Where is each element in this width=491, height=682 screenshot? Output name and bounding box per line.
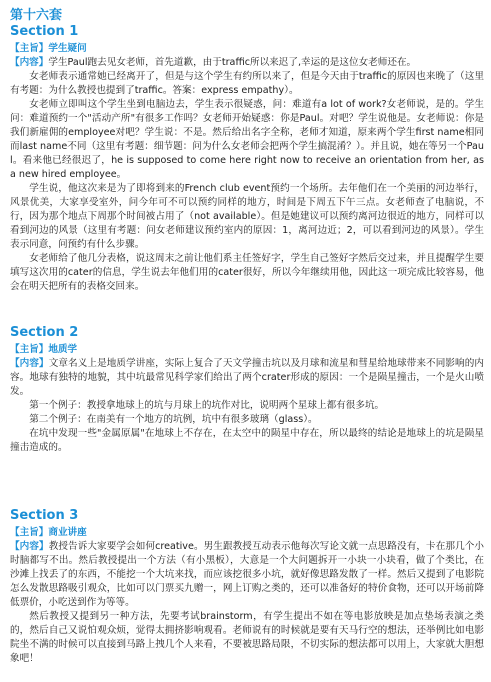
paragraph [10, 56, 484, 70]
theme-tag: 【主旨】 [10, 43, 49, 54]
paragraph: 然后教授又提到另一种方法，先要考试brainstorm，有学生提出不如在等电影放映是加点垫场表演之类的，然后自己又说怕观众烦，觉得太拥挤影响观看。老师说有的时候就是要有天马行空的想法，还举例比如电影院坐不满的时候可以直接到马路上拽几个人来看，不要被思路局限，不切实际的想法都可以用上，大家就大胆想象吧！ [10, 611, 484, 664]
paragraph-text: 教授告诉大家要学会如何creative。男生跟教授互动表示他每次写论文就一点思路没有，卡在那几个小时脑都写不出。然后教授提出一个方法（有小黑板），大意是一个大问题拆开一小块一小块看，做了个类比，在沙滩上找丢了的东西，不能挖一个大坑来找，而应该挖很多小坑，就好像思路发散了一样。然后又提到了电影院怎么发散思路吸引观众，比如可以门票买九赠一，网上订购之类的，还可以准备好的特价食物，还可以开场前降低票价，小吃送到作为等等。 [10, 541, 485, 608]
theme-tag: 【主旨】 [10, 527, 49, 538]
paragraph-text: 学生Paul跑去见女老师，首先道歉，由于traffic所以来迟了,幸运的是这位女老师还在。 [48, 57, 417, 68]
section-3 [10, 508, 484, 666]
set-title: 第十六套 [10, 8, 63, 23]
section-heading: Section 3 [10, 508, 79, 523]
paragraph: 第二个例子：在南美有一个地方的坑例，坑中有很多玻璃（glass）。 [29, 414, 318, 425]
section-1 [10, 24, 484, 294]
paragraph: 学生说，他这次来是为了即将到来的French club event预约一个场所。去年他们在一个美丽的河边举行，风景优美，大家享受室外，问今年可不可以预约同样的地方，时间是下周五下午三点。女老师查了电脑说，不行，因为那个地点下周那个时间被占用了（not available）。但是她建议可以预约离河边很近的地方，同样可以看到河边的风景（这里有考题：问女老师建议预约室内的原因：1，离河边近；2，可以看到河边的风景）。学生表示同意，问预约有什么步骤。 [10, 183, 484, 250]
theme-tag: 【主旨】 [10, 344, 49, 355]
paragraph: 第一个例子：教授拿地球上的坑与月球上的坑作对比，说明两个星球上都有很多坑。 [29, 400, 385, 411]
section-heading: Section 2 [10, 325, 79, 340]
theme-text: 地质学 [48, 344, 78, 355]
paragraph-text: 文章名义上是地质学讲座，实际上复合了天文学撞击坑以及月球和流星和彗星给地球带来不同影响的内容。地球有独特的地貌，其中坑最常见科学家们给出了两个crater形成的原因：一个是陨星撞击，一个是火山喷发。 [10, 358, 485, 397]
theme-line [10, 42, 484, 56]
paragraph [10, 357, 484, 399]
theme-text: 学生疑问 [48, 43, 87, 54]
theme-line [10, 526, 484, 540]
theme-line [10, 343, 484, 357]
paragraph: 女老师给了他几分表格，说这周末之前让他们系主任签好字，学生自己签好字然后交过来，并且提醒学生要填写这次用的cater的信息，学生说去年他们用的cater很好，所以今年继续用他，因此这一项完成比较容易，他会在明天把所有的表格交回来。 [10, 253, 484, 292]
paragraph: 女老师立即叫这个学生坐到电脑边去，学生表示很疑惑，问：难道有a lot of work?女老师说，是的。学生问：难道预约一个"活动产所"有很多工作吗？女老师开始疑惑：你是Paul。对吧？学生说他是。女老师说：你是我们新雇佣的employee对吧？学生说：不是。然后给出名字全称，老师才知道，原来两个学生first name相同而last name不同（这里有考题：细节题：问为什么女老师会把两个学生搞混淆？）。并且说，她在等另一个Paul。看来他已经很迟了，he is supposed to come here right now to receive an orientation from her, as a new hired employee。 [10, 99, 484, 180]
content-tag: 【内容】 [10, 541, 49, 552]
paragraph: 在坑中发现一些"金属原属"在地球上不存在，在太空中的陨星中存在，所以最终的结论是地球上的坑是陨星撞击造成的。 [10, 428, 484, 453]
section-2 [10, 325, 484, 455]
theme-text: 商业讲座 [48, 527, 87, 538]
paragraph: 女老师表示通常她已经离开了，但是与这个学生有约所以来了，但是今天由于traffic的原因也来晚了（这里有考题：为什么教授也提到了traffic。答案：express empathy）。 [10, 71, 484, 96]
section-heading: Section 1 [10, 24, 79, 39]
content-tag: 【内容】 [10, 358, 49, 369]
content-tag: 【内容】 [10, 57, 49, 68]
paragraph [10, 540, 484, 610]
